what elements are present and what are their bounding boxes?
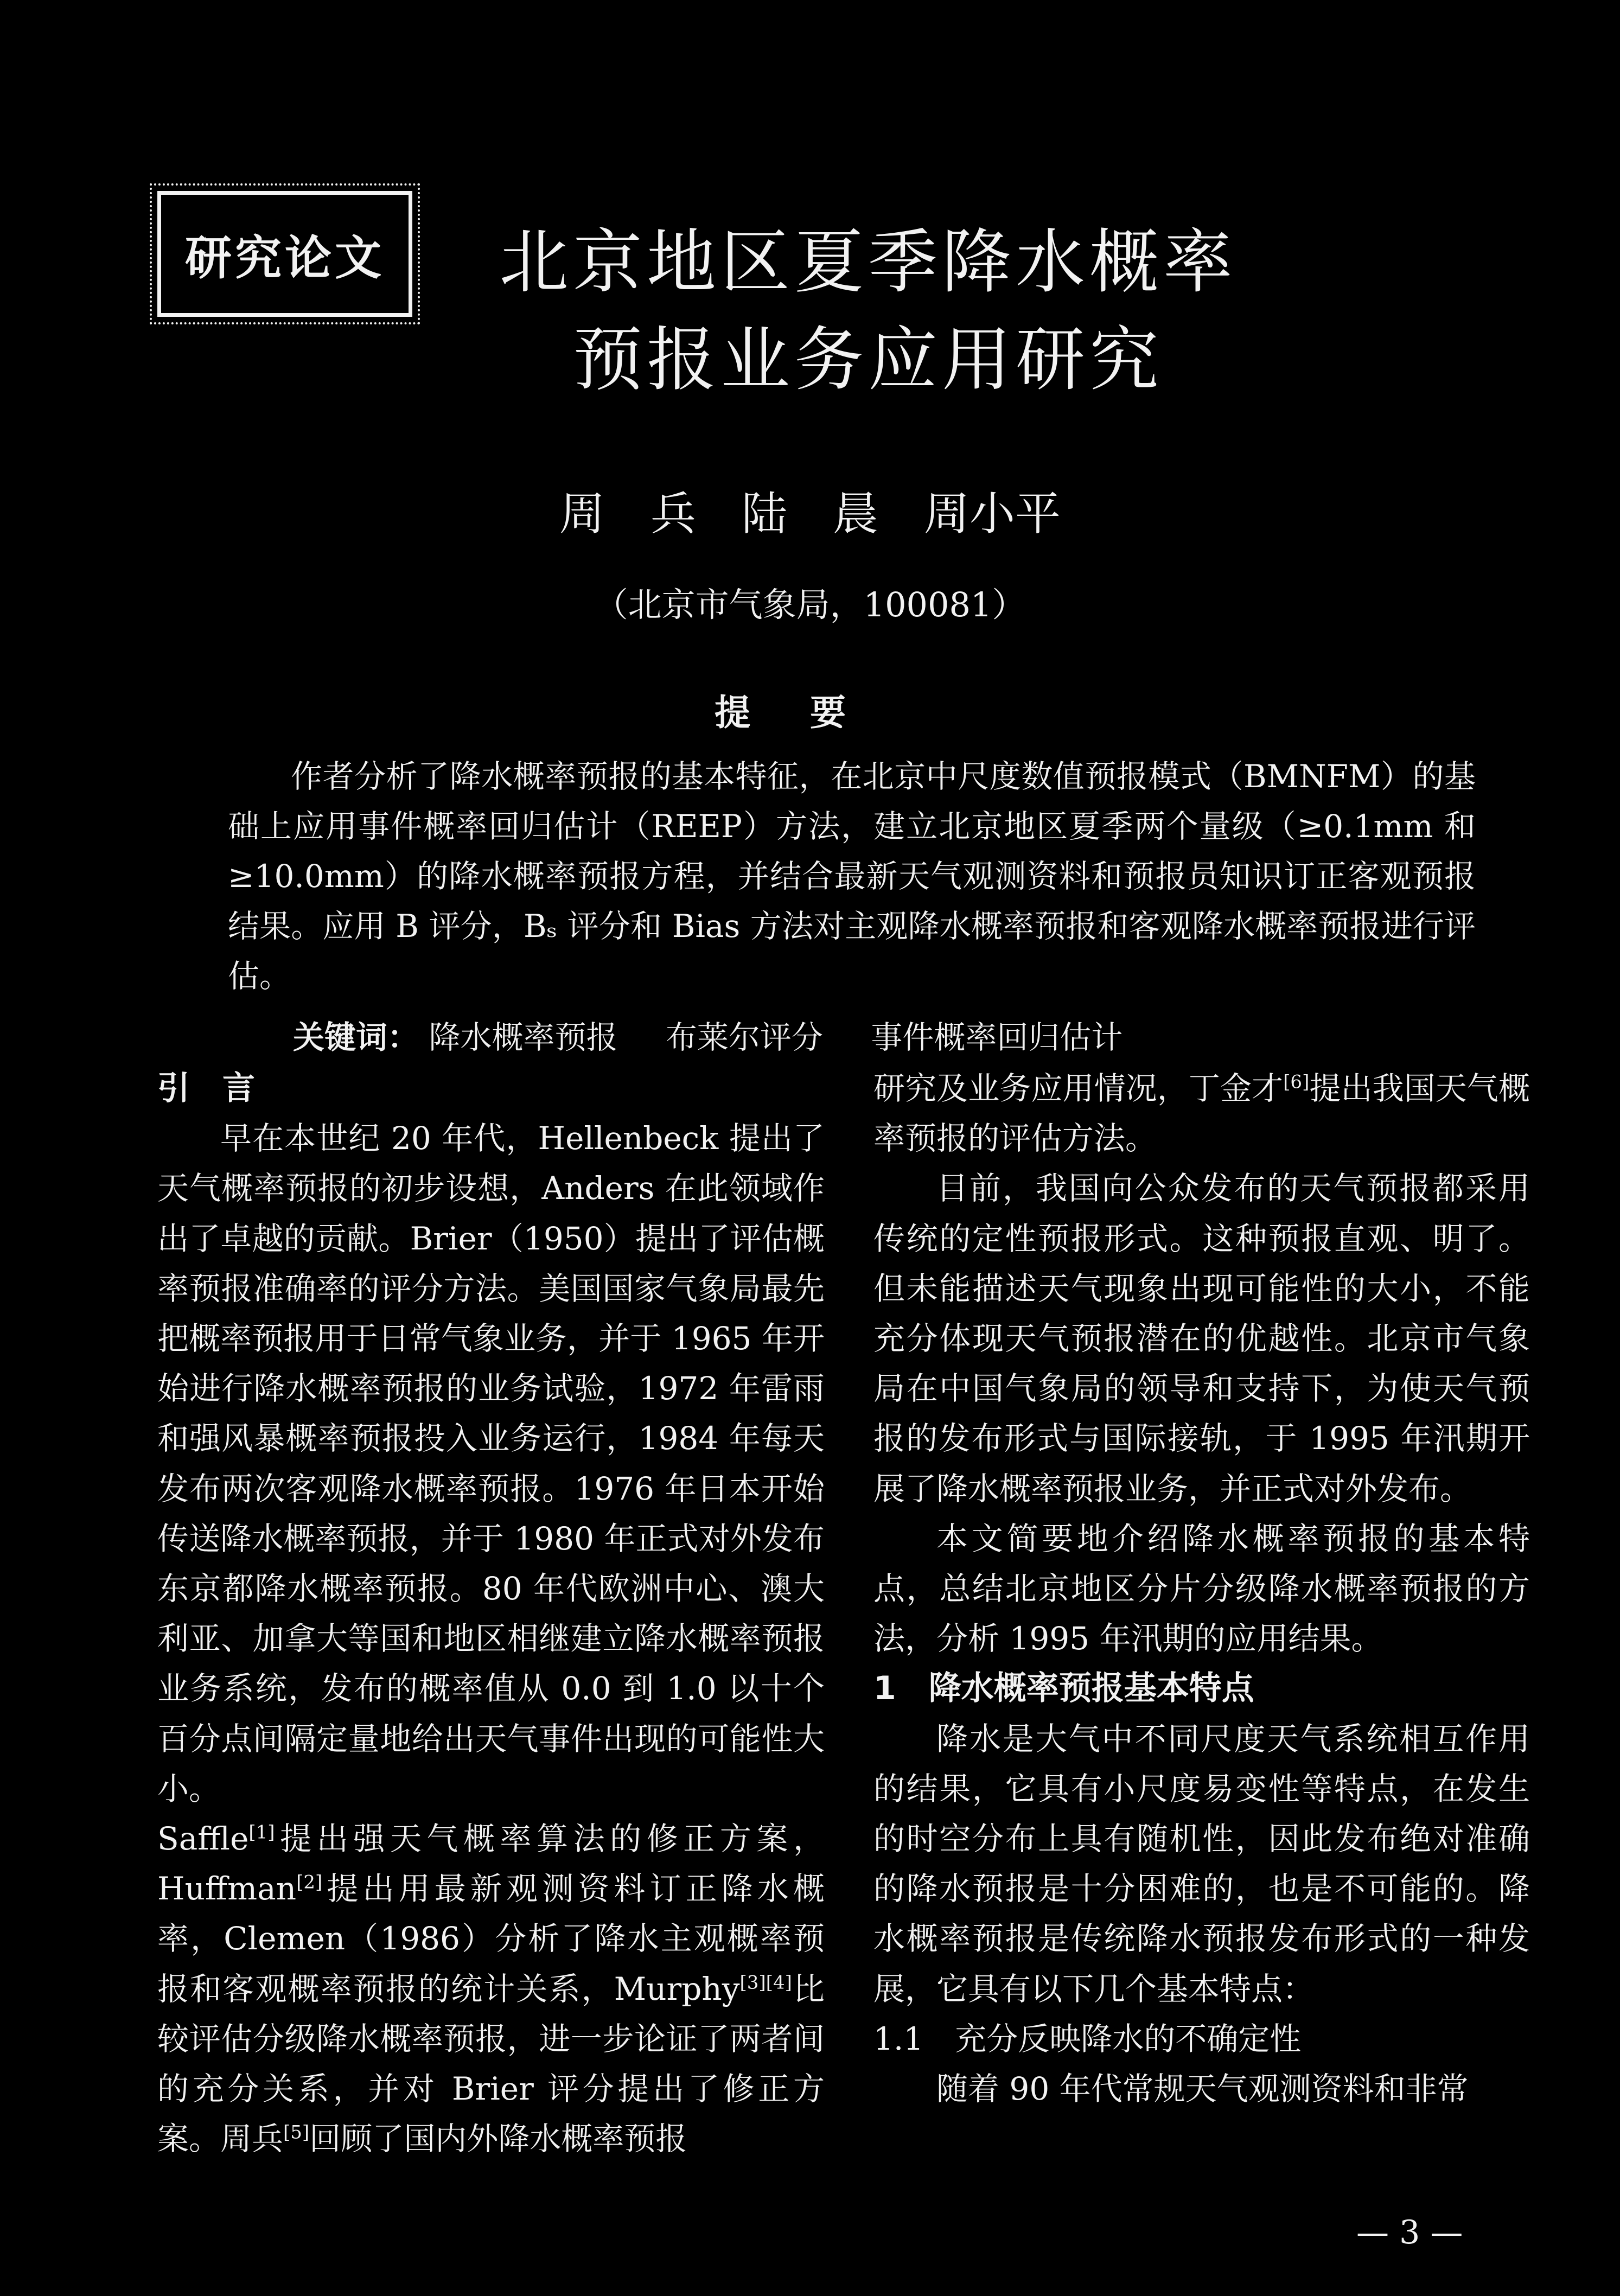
citation-ref: [5] bbox=[283, 2121, 310, 2144]
text-run: 回顾了国内外降水概率预报 bbox=[309, 2120, 687, 2158]
keywords bbox=[293, 1012, 1160, 1057]
intro-paragraph-1: 早在本世纪 20 年代，Hellenbeck 提出了天气概率预报的初步设想，Anders 在此领域作出了卓越的贡献。Brier（1950）提出了评估概率预报准确率的评分方法。美国国家气象局最先把概率预报用于日常气象业务，并于 1965 年开始进行降水概率预报的业务试验，1972 年雷雨和强风暴概率预报投入业务运行，1984 年每天发布两次客观降水概率预报。1976 年日本开始传送降水概率预报，并于 1980 年正式对外发布东京都降水概率预报。80 年代欧洲中心、澳大利亚、加拿大等国和地区相继建立降水概率预报业务系统，发布的概率值从 0.0 到 1.0 以十个百分点间隔定量地给出天气事件出现的可能性大小。 bbox=[157, 1120, 825, 1807]
citation-ref: [1] bbox=[248, 1821, 275, 1844]
title-line-2: 预报业务应用研究 bbox=[572, 320, 1163, 400]
section-1-paragraph: 降水是大气中不同尺度天气系统相互作用的结果，它具有小尺度易变性等特点，在发生的时空分布上具有随机性，因此发布绝对准确的降水预报是十分困难的，也是不可能的。降水概率预报是传统降水预报发布形式的一种发展，它具有以下几个基本特点： bbox=[873, 1720, 1530, 2007]
intro-paragraph-2: 目前，我国向公众发布的天气预报都采用传统的定性预报形式。这种预报直观、明了。但未能描述天气现象出现可能性的大小，不能充分体现天气预报潜在的优越性。北京市气象局在中国气象局的领导和支持下，为使天气预报的发布形式与国际接轨，于 1995 年汛期开展了降水概率预报业务，并正式对外发布。 bbox=[873, 1170, 1530, 1507]
citation-ref: [3][4] bbox=[739, 1972, 792, 1994]
intro-paragraph-1-continued bbox=[157, 1814, 825, 2164]
text-run: 比较评估分级降水概率预报，进一步论证了两者间的充分关系，并对 Brier 评分提出了修正方案。周兵 bbox=[157, 1970, 825, 2158]
text-run: Saffle bbox=[157, 1820, 249, 1858]
left-column bbox=[157, 1063, 825, 2164]
abstract-heading: 提要 bbox=[715, 692, 905, 734]
authors: 周 兵 陆 晨 周小平 bbox=[559, 487, 1061, 540]
citation-ref: [6] bbox=[1283, 1071, 1310, 1093]
abstract-text: 作者分析了降水概率预报的基本特征，在北京中尺度数值预报模式（BMNFM）的基础上应用事件概率回归估计（REEP）方法，建立北京地区夏季两个量级（≥0.1mm 和≥10.0mm）的降水概率预报方程，并结合最新天气观测资料和预报员知识订正客观预报结果。应用 B 评分，Bₛ 评分和 Bias 方法对主观降水概率预报和客观降水概率预报进行评估。 bbox=[228, 758, 1476, 994]
intro-paragraph-3: 本文简要地介绍降水概率预报的基本特点，总结北京地区分片分级降水概率预报的方法，分析 1995 年汛期的应用结果。 bbox=[873, 1520, 1530, 1657]
affiliation: （北京市气象局，100081） bbox=[594, 585, 1026, 624]
keyword-item: 布莱尔评分 bbox=[665, 1019, 823, 1056]
keyword-item: 事件概率回归估计 bbox=[871, 1019, 1123, 1056]
text-run: 研究及业务应用情况，丁金才 bbox=[873, 1070, 1284, 1107]
page-number: — 3 — bbox=[1356, 2214, 1463, 2252]
keywords-label: 关键词： bbox=[293, 1019, 419, 1056]
right-column bbox=[873, 1063, 1530, 2114]
section-heading-intro: 引 言 bbox=[157, 1069, 255, 1107]
badge-label: 研究论文 bbox=[185, 231, 385, 285]
text-run: 提出我国天气概率预报的评估方法。 bbox=[873, 1070, 1530, 1157]
subsection-1-1-paragraph: 随着 90 年代常规天气观测资料和非常 bbox=[936, 2070, 1469, 2108]
citation-ref: [2] bbox=[296, 1871, 323, 1893]
intro-paragraph-continued bbox=[873, 1063, 1530, 1163]
section-heading-1: 1 降水概率预报基本特点 bbox=[873, 1669, 1254, 1708]
keyword-item: 降水概率预报 bbox=[429, 1019, 618, 1056]
article-type-badge bbox=[157, 191, 412, 317]
text-run: 提出强天气概率算法的修正方案，Huffman bbox=[157, 1820, 825, 1908]
text-run: 提出用最新观测资料订正降水概率，Clemen（1986）分析了降水主观概率预报和客观概率预报的统计关系，Murphy bbox=[157, 1870, 825, 2007]
subsection-heading-1-1: 1.1 充分反映降水的不确定性 bbox=[873, 2020, 1302, 2057]
title-line-1: 北京地区夏季降水概率 bbox=[499, 222, 1237, 303]
